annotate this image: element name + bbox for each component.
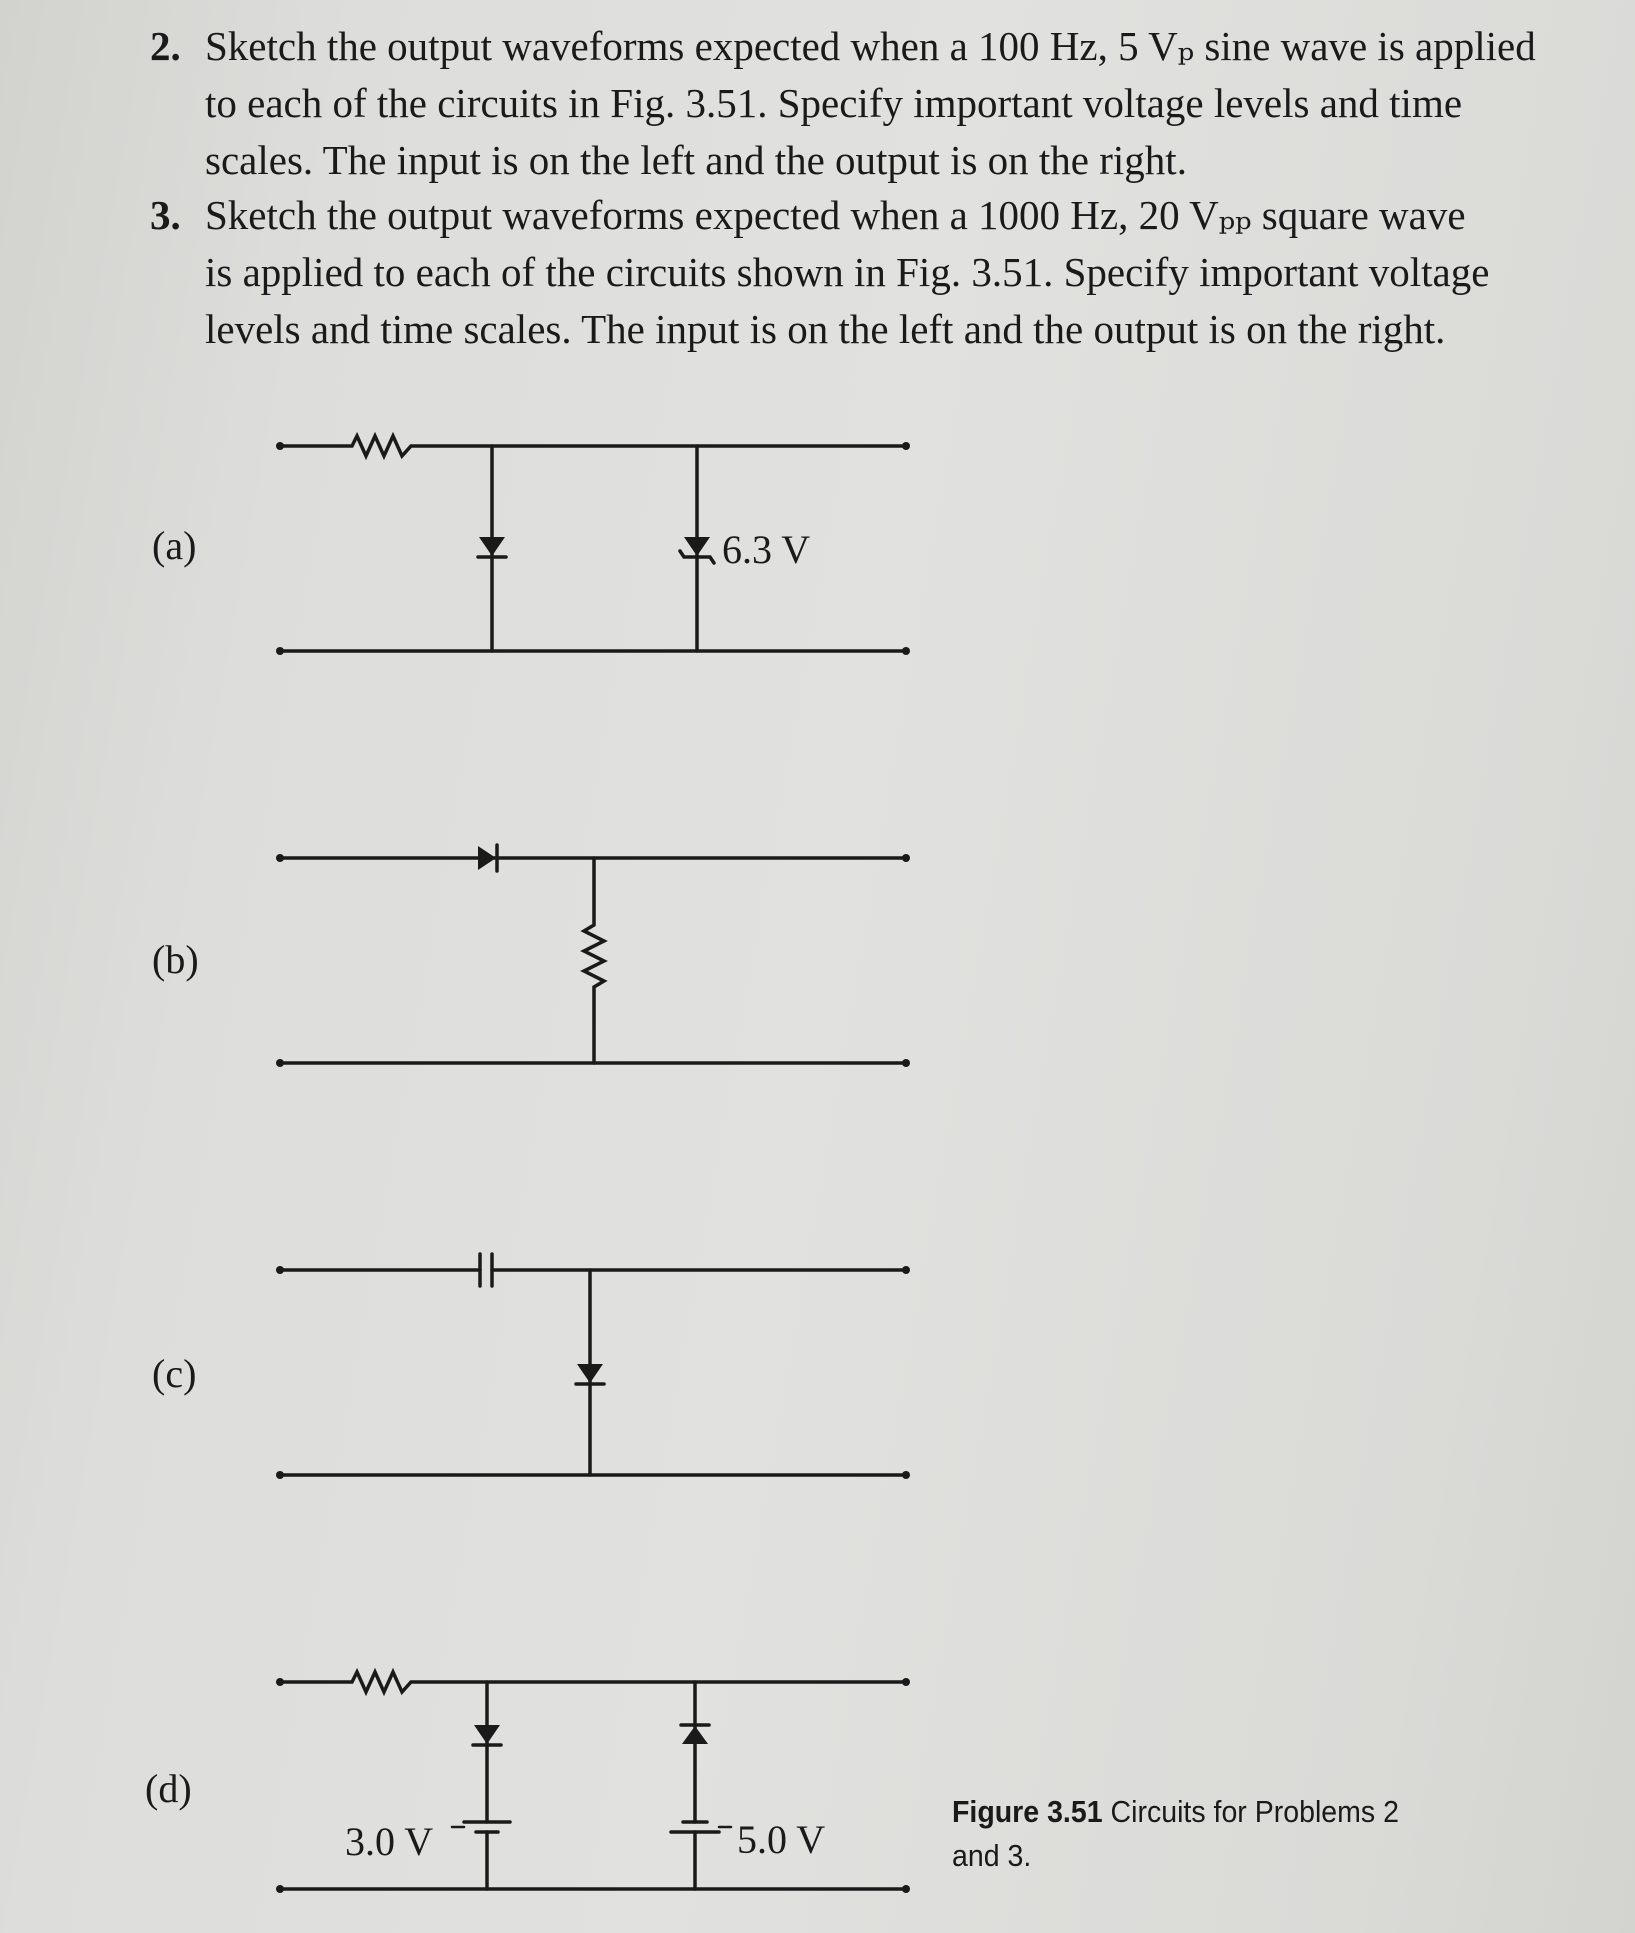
circuit-a	[276, 436, 910, 655]
problem-line: to each of the circuits in Fig. 3.51. Specify important voltage levels and time	[205, 80, 1463, 126]
problem-number: 2.	[150, 23, 181, 69]
series-diode-symbol	[478, 845, 497, 871]
reverse-diode-symbol	[681, 1725, 709, 1744]
zener-voltage-label: 6.3 V	[722, 527, 811, 572]
battery-voltage-right: 5.0 V	[737, 1817, 826, 1862]
diode-symbol	[478, 537, 506, 557]
circuit-label-d: (d)	[145, 1766, 192, 1811]
diode-symbol	[473, 1725, 501, 1745]
shunt-resistor	[584, 858, 604, 1063]
battery-voltage-left: 3.0 V	[345, 1819, 434, 1864]
figure-caption-text: Circuits for Problems 2 and 3.	[952, 1794, 1399, 1873]
shunt-diode-symbol	[576, 1364, 604, 1384]
problem-line: levels and time scales. The input is on the left and the output is on the right.	[205, 306, 1446, 352]
circuit-label-a: (a)	[152, 523, 197, 568]
battery-symbol	[464, 1822, 510, 1832]
figure-number: Figure 3.51	[952, 1794, 1103, 1829]
circuit-label-b: (b)	[152, 937, 199, 982]
circuit-c	[276, 1254, 910, 1479]
problem-line: Sketch the output waveforms expected when a 1000 Hz, 20 Vₚₚ square wave	[205, 192, 1466, 238]
circuit-label-c: (c)	[152, 1351, 197, 1396]
problem-line: Sketch the output waveforms expected when a 100 Hz, 5 Vₚ sine wave is applied	[205, 23, 1536, 69]
battery-symbol	[671, 1822, 719, 1832]
circuit-b	[276, 845, 910, 1067]
series-resistor	[280, 436, 906, 456]
series-capacitor-symbol	[480, 1254, 492, 1286]
figure-caption	[952, 1790, 1430, 1878]
problem-line: is applied to each of the circuits shown in Fig. 3.51. Specify important voltage	[205, 249, 1490, 295]
problem-number: 3.	[150, 192, 181, 238]
series-resistor	[280, 1672, 906, 1692]
problem-line: scales. The input is on the left and the output is on the right.	[205, 137, 1187, 183]
circuit-d	[276, 1672, 910, 1893]
